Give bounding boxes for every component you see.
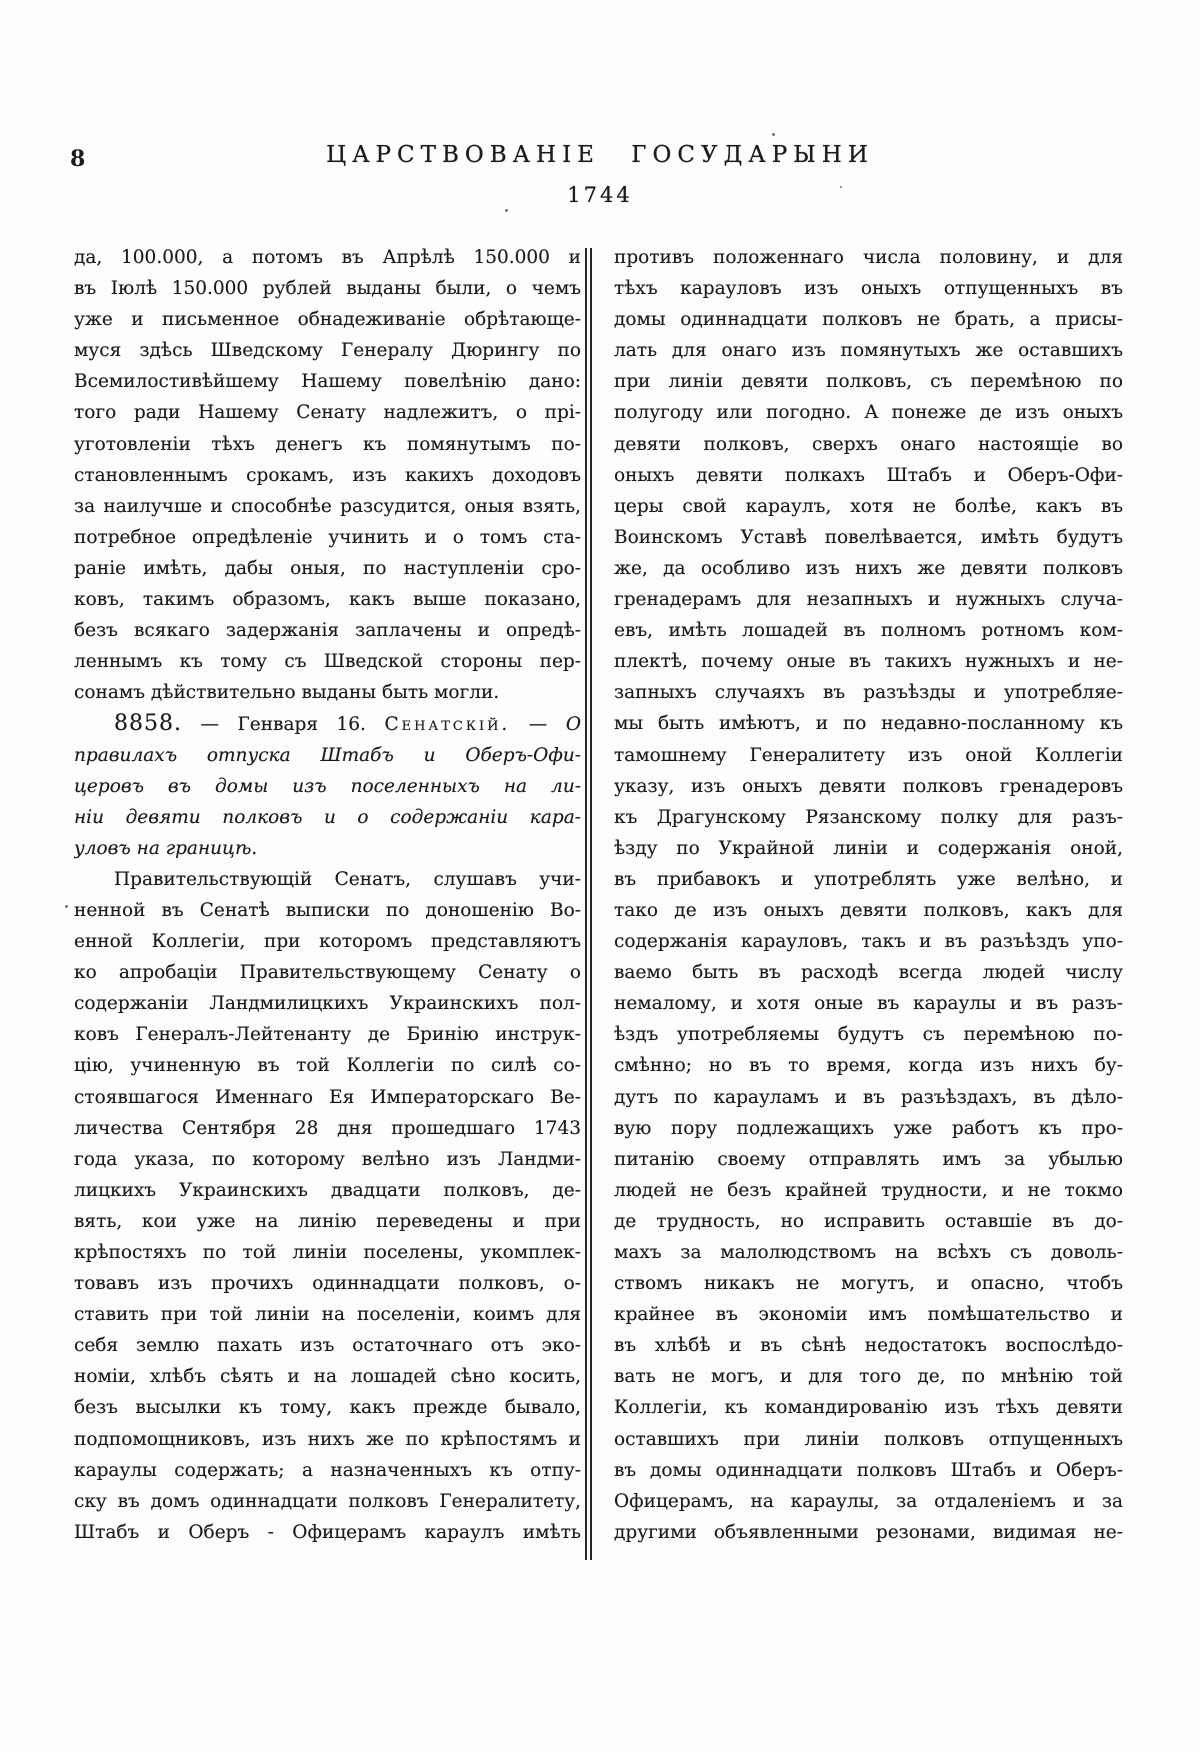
text-run: правилахъ отпуска Штабъ и Оберъ-Офи- — [74, 744, 581, 766]
text-run: — Генваря 16. — [181, 714, 385, 736]
text-run: ковъ, такимъ образомъ, какъ выше показано, — [74, 589, 581, 611]
page-header-title: ЦАРСТВОВАНІЕ ГОСУДАРЫНИ — [326, 142, 874, 168]
text-run: ваемо быть въ расходѣ всегда людей числу — [614, 962, 1123, 984]
text-line — [74, 1299, 581, 1330]
text-run: въ прибавокъ и употреблять уже велѣно, и — [614, 868, 1123, 890]
text-run: въ Іюлѣ 150.000 рублей выданы были, о чемъ — [74, 278, 581, 300]
text-line — [614, 1019, 1123, 1050]
text-line — [74, 895, 581, 926]
text-run: безъ всякаго задержанія заплачены и опредѣ- — [74, 620, 581, 642]
text-line — [614, 491, 1123, 522]
text-line — [614, 1050, 1123, 1081]
text-line — [614, 1392, 1123, 1423]
text-run: содержаніи Ландмилицкихъ Украинскихъ пол- — [74, 993, 581, 1015]
text-run: товавъ изъ прочихъ одиннадцати полковъ, о- — [74, 1273, 581, 1295]
text-line — [74, 1392, 581, 1423]
text-line — [74, 584, 581, 615]
text-run: дутъ по карауламъ и въ разъѣздахъ, въ дѣло- — [614, 1086, 1123, 1108]
scan-speck — [65, 905, 68, 908]
column-right — [614, 242, 1123, 1548]
text-line — [614, 1268, 1123, 1299]
text-line — [74, 1050, 581, 1081]
text-run: ску въ домъ одиннадцати полковъ Генералитету, — [74, 1490, 581, 1512]
text-run: церы свой караулъ, хотя не болѣе, какъ въ — [614, 495, 1123, 517]
text-line — [614, 802, 1123, 833]
text-line — [614, 615, 1123, 646]
text-run: цію, учиненную въ той Коллегіи по силѣ со- — [74, 1055, 581, 1077]
text-run: тѣхъ карауловъ изъ оныхъ отпущенныхъ въ — [614, 278, 1123, 300]
text-run: запныхъ случаяхъ въ разъѣзды и употребляе- — [614, 682, 1123, 704]
text-line — [614, 1330, 1123, 1361]
text-line — [614, 677, 1123, 708]
text-run: ковъ Генералъ-Лейтенанту де Бринію инструк- — [74, 1024, 581, 1046]
text-line — [614, 1424, 1123, 1455]
text-run: де трудность, но исправить оставшіе въ до- — [614, 1210, 1123, 1232]
text-run: вую пору подлежащихъ уже работъ къ про- — [614, 1117, 1123, 1139]
text-run: раніе имѣть, дабы оныя, по наступленіи сро- — [74, 557, 581, 579]
text-line — [74, 1330, 581, 1361]
column-divider-rule — [585, 248, 592, 1560]
text-line — [74, 1455, 581, 1486]
text-line — [614, 1361, 1123, 1392]
text-run: Всемилостивѣйшему Нашему повелѣнію дано: — [74, 371, 581, 393]
text-run: же, да особливо изъ нихъ же девяти полковъ — [614, 557, 1123, 579]
text-line — [74, 1361, 581, 1392]
italic-text-run: О — [565, 714, 581, 736]
text-line — [74, 522, 581, 553]
text-run: евъ, имѣть лошадей въ полномъ ротномъ ком- — [614, 620, 1123, 642]
text-run: указу, изъ оныхъ девяти полковъ гренадеровъ — [614, 775, 1123, 797]
text-line — [614, 1175, 1123, 1206]
text-run: крѣпостяхъ по той линіи поселены, укомплек- — [74, 1242, 581, 1263]
text-run: крайнее въ экономіи имъ помѣшательство и — [614, 1304, 1123, 1326]
text-run: подпомощниковъ, изъ нихъ же по крѣпостямъ и — [74, 1428, 581, 1450]
text-run: Правительствующій Сенатъ, слушавъ учи- — [114, 868, 581, 890]
text-line — [614, 1486, 1123, 1517]
text-line — [74, 988, 581, 1019]
text-run: лать для онаго изъ помянутыхъ же оставшихъ — [614, 340, 1123, 362]
text-run: церовъ въ домы изъ поселенныхъ на ли- — [74, 775, 581, 797]
text-line — [614, 1299, 1123, 1330]
text-run: людей не безъ крайней трудности, и не токмо — [614, 1179, 1123, 1201]
text-run: сонамъ дѣйствительно выданы быть могли. — [74, 682, 500, 704]
text-run: питанію своему отправлять имъ за убылью — [614, 1148, 1123, 1170]
text-run: да, 100.000, а потомъ въ Апрѣлѣ 150.000 и — [74, 247, 581, 268]
text-run: мы быть имѣютъ, и по недавно-посланному къ — [614, 713, 1123, 735]
text-line — [74, 926, 581, 957]
text-run: ніи девяти полковъ и о содержаніи кара- — [74, 806, 581, 828]
column-left — [74, 242, 581, 1548]
text-run: девяти полковъ, сверхъ онаго настоящіе во — [614, 433, 1123, 455]
text-line — [74, 491, 581, 522]
text-line — [74, 429, 581, 460]
text-line — [614, 771, 1123, 802]
text-line — [74, 646, 581, 677]
text-run: въ хлѣбѣ и въ сѣнѣ недостатокъ воспослѣдо- — [614, 1335, 1123, 1357]
text-run: тамошнему Генералитету изъ оной Коллегіи — [614, 744, 1123, 766]
text-line — [614, 366, 1123, 397]
text-line — [614, 522, 1123, 553]
text-line — [74, 1517, 581, 1548]
text-line — [74, 1237, 581, 1268]
text-line — [614, 242, 1123, 273]
text-line — [74, 708, 581, 739]
text-run: уже и письменное обнадеживаніе обрѣтающе- — [74, 309, 581, 331]
text-line — [74, 1206, 581, 1237]
text-run: оставшихъ при линіи полковъ отпущенныхъ — [614, 1428, 1123, 1450]
text-run: себя землю пахать изъ остаточнаго отъ эко- — [74, 1335, 581, 1357]
text-run: при линіи девяти полковъ, съ перемѣною по — [614, 371, 1123, 393]
text-line — [74, 771, 581, 802]
text-run: смѣнно; но въ то время, когда изъ нихъ бу- — [614, 1055, 1123, 1077]
text-run: вать не могъ, и для того де, по мнѣнію той — [614, 1366, 1123, 1388]
text-line — [614, 1113, 1123, 1144]
text-line — [614, 740, 1123, 771]
text-run: леннымъ къ тому съ Шведской стороны пер- — [74, 651, 581, 673]
text-run: ненной въ Сенатѣ выписки по доношенію Во- — [74, 899, 581, 921]
text-line — [614, 304, 1123, 335]
text-line — [614, 646, 1123, 677]
text-run: енной Коллегіи, при которомъ представляютъ — [74, 931, 581, 953]
text-run: въ домы одиннадцати полковъ Штабъ и Оберъ- — [614, 1459, 1123, 1481]
text-run: плектѣ, почему оные въ такихъ нужныхъ и не- — [614, 651, 1123, 673]
text-run: махъ за малолюдствомъ на всѣхъ съ доволь- — [614, 1242, 1123, 1263]
text-line — [614, 708, 1123, 739]
text-line — [74, 957, 581, 988]
text-line — [74, 1175, 581, 1206]
text-run: Коллегіи, къ командированію изъ тѣхъ девяти — [614, 1397, 1123, 1419]
text-run: безъ высылки къ тому, какъ прежде бывало, — [74, 1397, 581, 1419]
text-run: уготовленіи тѣхъ денегъ къ помянутымъ по- — [74, 433, 581, 455]
text-run: лицкихъ Украинскихъ двадцати полковъ, де- — [74, 1179, 581, 1201]
text-line — [74, 1144, 581, 1175]
text-run: вять, кои уже на линію переведены и при — [74, 1210, 581, 1232]
text-line — [74, 1424, 581, 1455]
text-line — [74, 1268, 581, 1299]
text-line — [614, 926, 1123, 957]
text-run: ѣздъ употребляемы будутъ съ перемѣною по- — [614, 1024, 1123, 1046]
text-line — [614, 1206, 1123, 1237]
text-line — [614, 1144, 1123, 1175]
text-line — [74, 864, 581, 895]
text-line — [614, 833, 1123, 864]
text-line — [614, 553, 1123, 584]
text-line — [614, 460, 1123, 491]
text-line — [74, 304, 581, 335]
text-line — [614, 957, 1123, 988]
text-line — [74, 460, 581, 491]
text-line — [614, 1455, 1123, 1486]
text-run: — — [510, 714, 566, 736]
text-run: Воинскомъ Уставѣ повелѣвается, имѣть будутъ — [614, 526, 1123, 548]
text-run: полугоду или погодно. А понеже де изъ оныхъ — [614, 402, 1123, 424]
text-line — [74, 273, 581, 304]
text-line — [614, 988, 1123, 1019]
text-run: за наилучше и способнѣе разсудится, оныя взять, — [74, 495, 581, 517]
text-run: номіи, хлѣбъ сѣять и на лошадей сѣно косить, — [74, 1366, 581, 1388]
text-run: немалому, и хотя оные въ караулы и въ разъ- — [614, 993, 1123, 1015]
text-run: Офицерамъ, на караулы, за отдаленіемъ и за — [614, 1490, 1123, 1512]
text-run: ствомъ никакъ не могутъ, и опасно, чтобъ — [614, 1273, 1123, 1295]
text-line — [614, 429, 1123, 460]
document-type-label: Сенатскій. — [384, 714, 511, 736]
scan-speck — [840, 186, 842, 188]
text-run: къ Драгунскому Рязанскому полку для разъ- — [614, 806, 1123, 828]
text-line — [74, 740, 581, 771]
text-run: Штабъ и Оберъ - Офицерамъ караулъ имѣть — [74, 1521, 581, 1543]
text-line — [74, 1019, 581, 1050]
text-line — [74, 802, 581, 833]
text-line — [74, 397, 581, 428]
scan-speck — [505, 209, 508, 212]
text-run: личества Сентября 28 дня прошедшаго 1743 — [74, 1117, 581, 1139]
text-line — [614, 1082, 1123, 1113]
text-run: становленнымъ срокамъ, изъ какихъ доходовъ — [74, 464, 581, 486]
text-run: уловъ на границѣ. — [74, 837, 258, 859]
text-run: потребное опредѣленіе учинить и о томъ ста- — [74, 526, 581, 548]
text-run: другими объявленными резонами, видимая не- — [614, 1521, 1123, 1543]
text-run: года указа, по которому велѣно изъ Ландми- — [74, 1148, 581, 1170]
article-number: 8858. — [114, 711, 182, 737]
text-line — [74, 1082, 581, 1113]
text-run: ѣзду по Украйной линіи и содержанія оной, — [614, 837, 1123, 859]
text-line — [74, 1486, 581, 1517]
text-line — [614, 335, 1123, 366]
text-run: содержанія карауловъ, такъ и въ разъѣздъ упо- — [614, 931, 1123, 953]
page-header-year: 1744 — [567, 183, 633, 207]
text-line — [614, 895, 1123, 926]
text-run: караулы содержать; а назначенныхъ къ отпу- — [74, 1459, 581, 1481]
text-run: того ради Нашему Сенату надлежитъ, о прі- — [74, 402, 581, 424]
text-run: оныхъ девяти полкахъ Штабъ и Оберъ-Офи- — [614, 464, 1123, 486]
text-run: гренадерамъ для незапныхъ и нужныхъ случа- — [614, 589, 1123, 611]
text-line — [614, 273, 1123, 304]
text-run: противъ положеннаго числа половину, и для — [614, 247, 1123, 268]
text-run: домы одиннадцати полковъ не брать, а присы- — [614, 309, 1123, 331]
text-line — [614, 397, 1123, 428]
text-run: муся здѣсь Шведскому Генералу Дюрингу по — [74, 340, 581, 362]
text-line — [74, 553, 581, 584]
text-line — [74, 366, 581, 397]
text-line — [74, 1113, 581, 1144]
text-line — [74, 677, 581, 708]
text-line — [614, 584, 1123, 615]
text-run: стоявшагося Именнаго Ея Императорскаго Ве- — [74, 1086, 581, 1108]
page-number: 8 — [70, 146, 86, 172]
text-run: тако де изъ оныхъ девяти полковъ, какъ для — [614, 899, 1123, 921]
text-line — [614, 1517, 1123, 1548]
text-line — [74, 242, 581, 273]
text-line — [74, 833, 581, 864]
text-line — [614, 1237, 1123, 1268]
text-run: ставить при той линіи на поселеніи, коимъ для — [74, 1304, 581, 1326]
scan-speck — [772, 133, 775, 136]
text-line — [74, 335, 581, 366]
text-line — [614, 864, 1123, 895]
text-run: ко апробаціи Правительствующему Сенату о — [74, 962, 581, 984]
text-line — [74, 615, 581, 646]
